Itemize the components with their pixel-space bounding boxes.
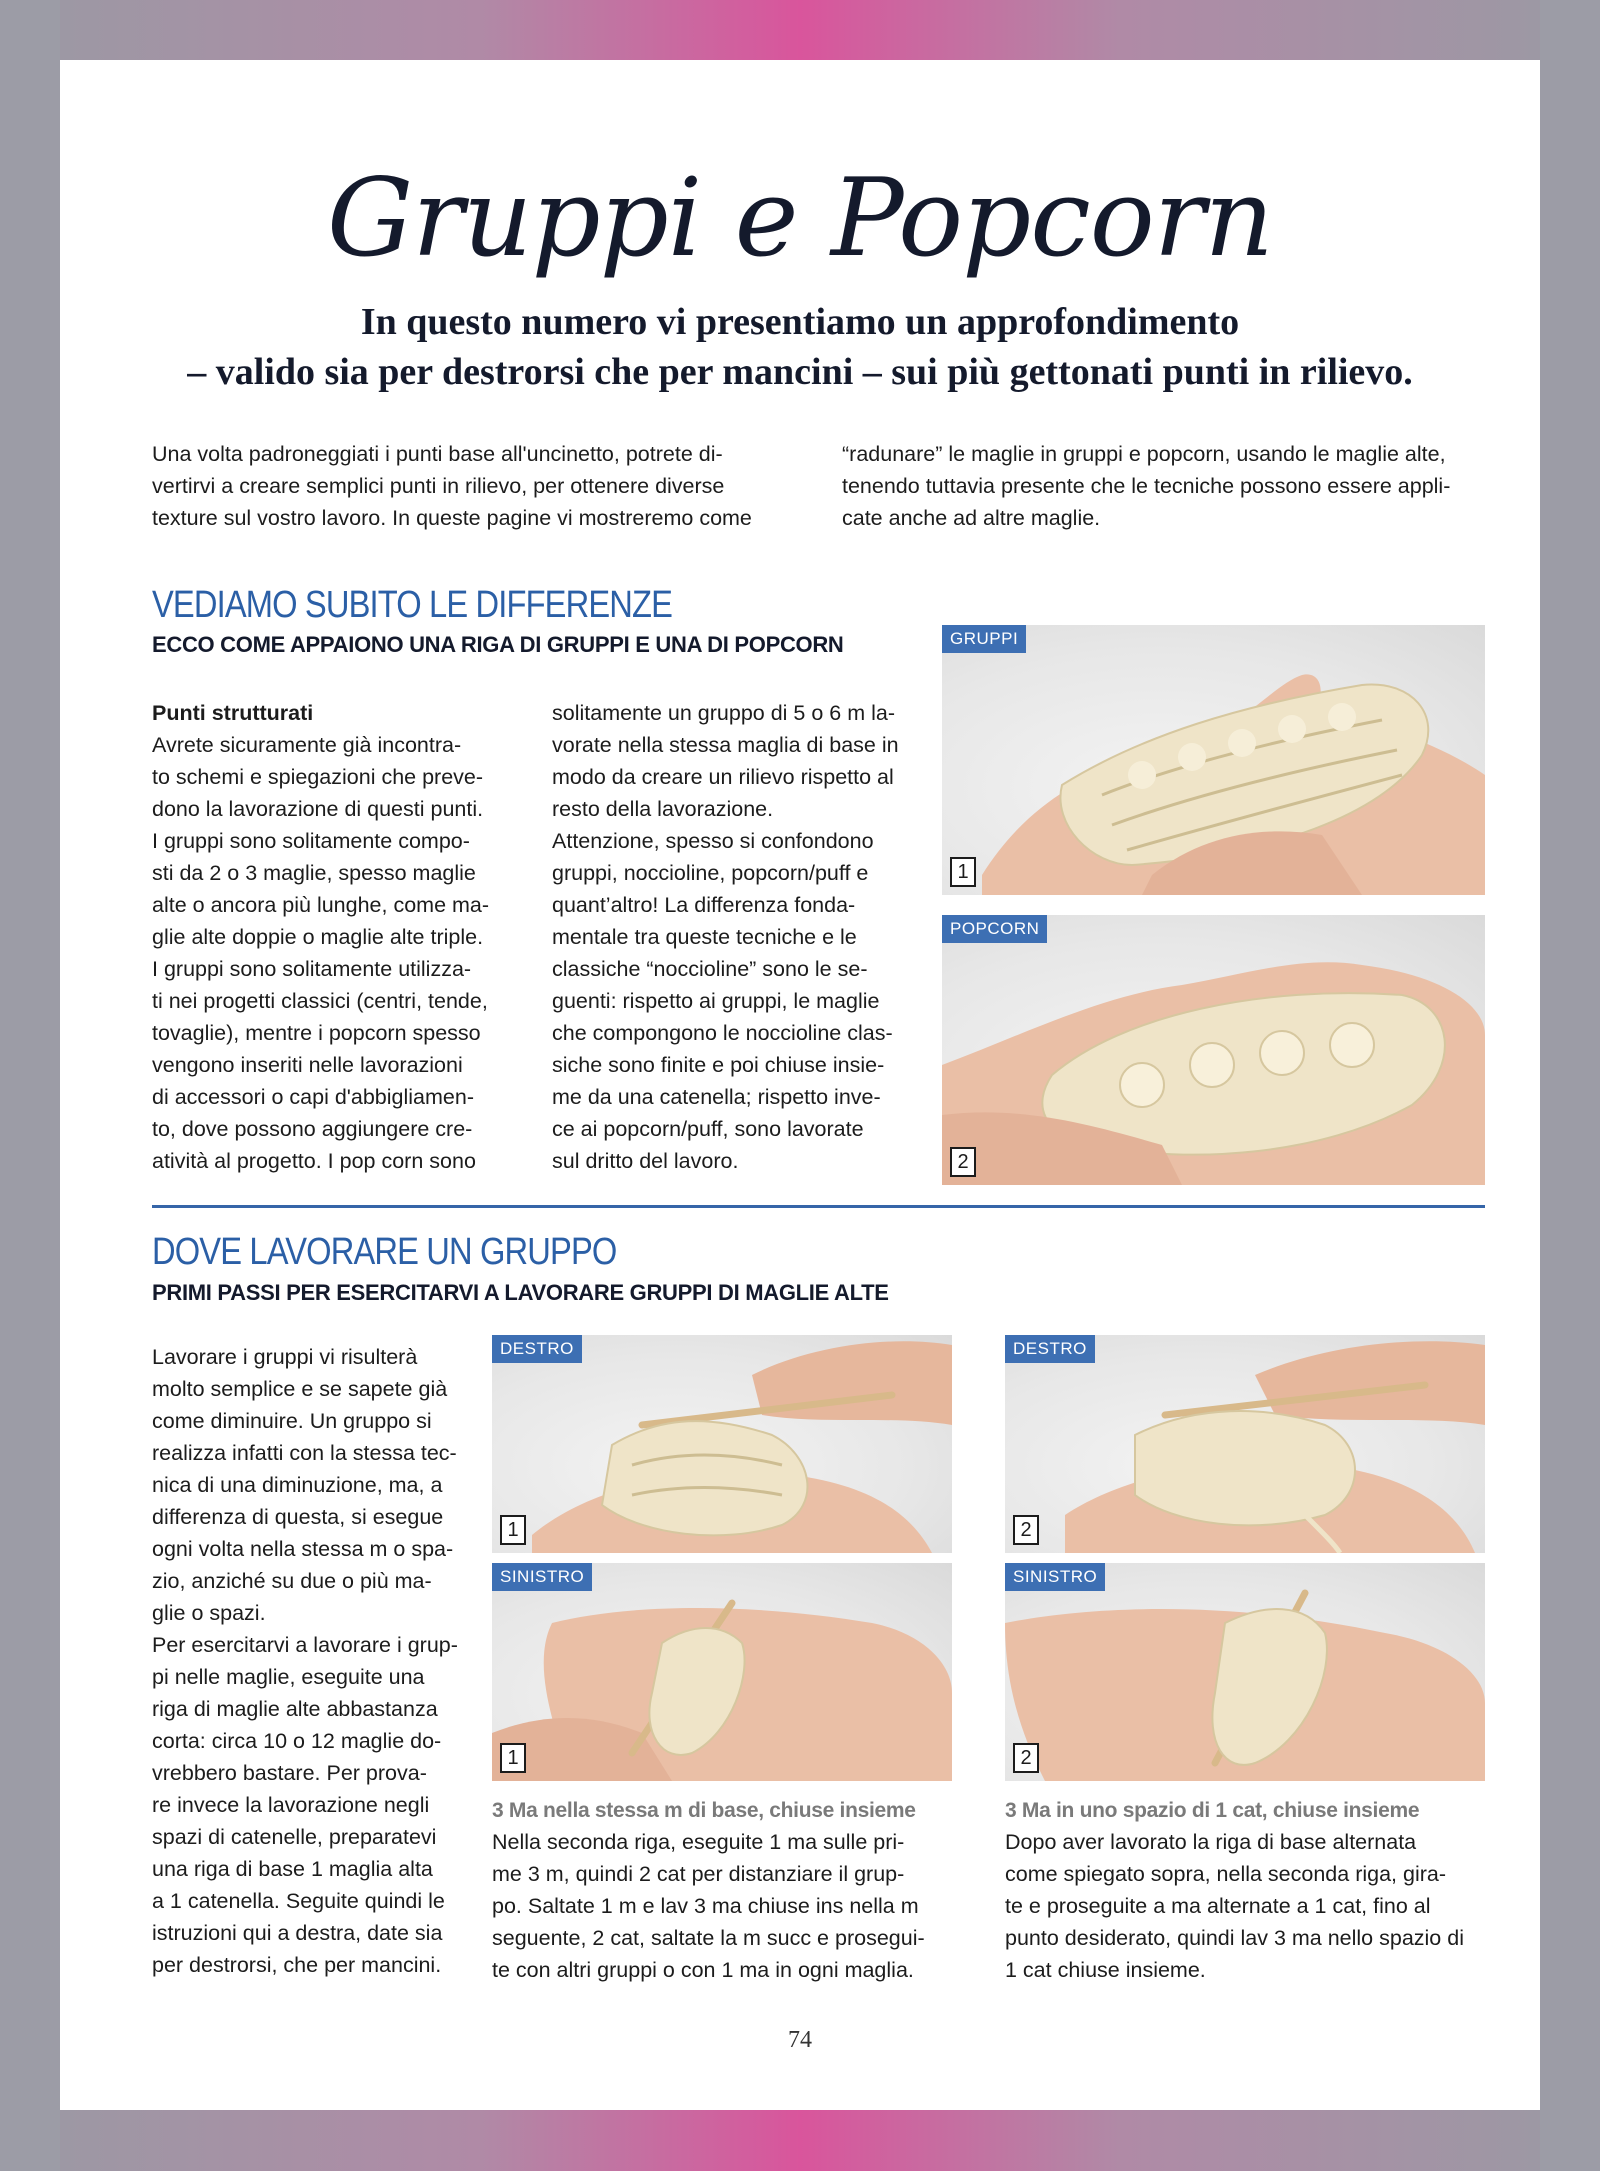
photo-number: 1 <box>500 1515 526 1545</box>
photo-sinistro-1 <box>492 1563 952 1781</box>
magazine-page <box>60 60 1540 2110</box>
page-frame-left <box>0 0 60 2171</box>
section-1-column-2: solitamente un gruppo di 5 o 6 m la- vorate nella stessa maglia di base in modo da creare un rilievo rispetto al resto della lavorazione. Attenzione, spesso si confondono gruppi, noccioline, popcorn/puff e quant’altro! La differenza fonda- mentale tra queste tecniche e le classiche “noccioline” sono le se- guenti: rispetto ai gruppi, le maglie che compongono le noccioline clas- siche sono finite e poi chiuse insie- me da una catenella; rispetto inve- ce ai popcorn/puff, sono lavorate sul dritto del lavoro. <box>552 701 899 1173</box>
crochet-hand-illustration <box>492 1335 952 1553</box>
crochet-hand-illustration <box>1005 1563 1485 1781</box>
photo-number: 2 <box>1013 1515 1039 1545</box>
page-subtitle <box>60 297 1540 397</box>
intro-column-2: “radunare” le maglie in gruppi e popcorn, usando le maglie alte, tenendo tuttavia presente che le tecniche possono essere appli- cate anche ad altre maglie. <box>842 442 1451 530</box>
section-2-title: DOVE LAVORARE UN GRUPPO <box>152 1231 617 1273</box>
caption-2: 3 Ma in uno spazio di 1 cat, chiuse insieme Dopo aver lavorato la riga di base alternata come spiegato sopra, nella seconda riga, gira- te e proseguite a ma alternate a 1 cat, fino al punto desiderato, quindi lav 3 ma nello spazio di 1 cat chiuse insieme. <box>1005 1796 1495 1986</box>
crochet-hand-illustration <box>1005 1335 1485 1553</box>
photo-number: 2 <box>1013 1743 1039 1773</box>
photo-destro-1 <box>492 1335 952 1553</box>
caption-1: 3 Ma nella stessa m di base, chiuse insieme Nella seconda riga, eseguite 1 ma sulle pri- me 3 m, quindi 2 cat per distanziare il grup- po. Saltate 1 m e lav 3 ma chiuse ins nella m seguente, 2 cat, saltate la m succ e prosegui- te con altri gruppi o con 1 ma in ogni maglia. <box>492 1796 962 1986</box>
photo-gruppi <box>942 625 1485 895</box>
crochet-hand-illustration <box>942 625 1485 895</box>
page-title: Gruppi e Popcorn <box>327 156 1273 281</box>
section-2-subtitle: PRIMI PASSI PER ESERCITARVI A LAVORARE GRUPPI DI MAGLIE ALTE <box>152 1280 889 1305</box>
intro-column-1: Una volta padroneggiati i punti base all'uncinetto, potrete di- vertirvi a creare semplici punti in rilievo, per ottenere diverse texture sul vostro lavoro. In queste pagine vi mostreremo come <box>152 442 752 530</box>
section-1-column-1: Punti strutturati Avrete sicuramente già incontra- to schemi e spiegazioni che preve- dono la lavorazione di questi punti. I gruppi sono solitamente compo- sti da 2 o 3 maglie, spesso maglie alte o ancora più lunghe, come ma- glie alte doppie o maglie alte triple. I gruppi sono solitamente utilizza- ti nei progetti classici (centri, tende, tovaglie), mentre i popcorn spesso vengono inseriti nelle lavorazioni di accessori o capi d'abbigliamen- to, dove possono aggiungere cre- atività al progetto. I pop corn sono <box>152 697 512 1177</box>
photo-sinistro-2 <box>1005 1563 1485 1781</box>
subtitle-line-1: In questo numero vi presentiamo un approfondimento <box>360 301 1240 343</box>
photo-number: 1 <box>500 1743 526 1773</box>
photo-tag-gruppi: GRUPPI <box>942 625 1026 653</box>
section-1-heading: Punti strutturati <box>152 701 314 725</box>
section-divider <box>152 1205 1485 1208</box>
photo-tag-sinistro: SINISTRO <box>492 1563 592 1591</box>
caption-2-title: 3 Ma in uno spazio di 1 cat, chiuse insieme <box>1005 1799 1420 1822</box>
section-1-subtitle: ECCO COME APPAIONO UNA RIGA DI GRUPPI E UNA DI POPCORN <box>152 632 844 657</box>
photo-tag-sinistro: SINISTRO <box>1005 1563 1105 1591</box>
page-frame-right <box>1540 0 1600 2171</box>
photo-tag-destro: DESTRO <box>492 1335 582 1363</box>
crochet-hand-illustration <box>942 915 1485 1185</box>
section-1-title: VEDIAMO SUBITO LE DIFFERENZE <box>152 584 673 626</box>
photo-popcorn <box>942 915 1485 1185</box>
crochet-hand-illustration <box>492 1563 952 1781</box>
caption-1-title: 3 Ma nella stessa m di base, chiuse insieme <box>492 1799 916 1822</box>
subtitle-line-2: – valido sia per destrorsi che per mancini – sui più gettonati punti in rilievo. <box>187 351 1413 393</box>
photo-tag-destro: DESTRO <box>1005 1335 1095 1363</box>
photo-number: 2 <box>950 1147 976 1177</box>
section-2-column-1: Lavorare i gruppi vi risulterà molto semplice e se sapete già come diminuire. Un gruppo si realizza infatti con la stessa tec- nica di una diminuzione, ma, a differenza di questa, si esegue ogni volta nella stessa m o spa- zio, anziché su due o più ma- glie o spazi. Per esercitarvi a lavorare i grup- pi nelle maglie, eseguite una riga di maglie alte abbastanza corta: circa 10 o 12 maglie do- vrebbero bastare. Per prova- re invece la lavorazione negli spazi di catenelle, preparatevi una riga di base 1 maglia alta a 1 catenella. Seguite quindi le istruzioni qui a destra, date sia per destrorsi, che per mancini. <box>152 1345 458 1977</box>
photo-tag-popcorn: POPCORN <box>942 915 1047 943</box>
photo-destro-2 <box>1005 1335 1485 1553</box>
photo-number: 1 <box>950 857 976 887</box>
page-number: 74 <box>788 2027 812 2053</box>
